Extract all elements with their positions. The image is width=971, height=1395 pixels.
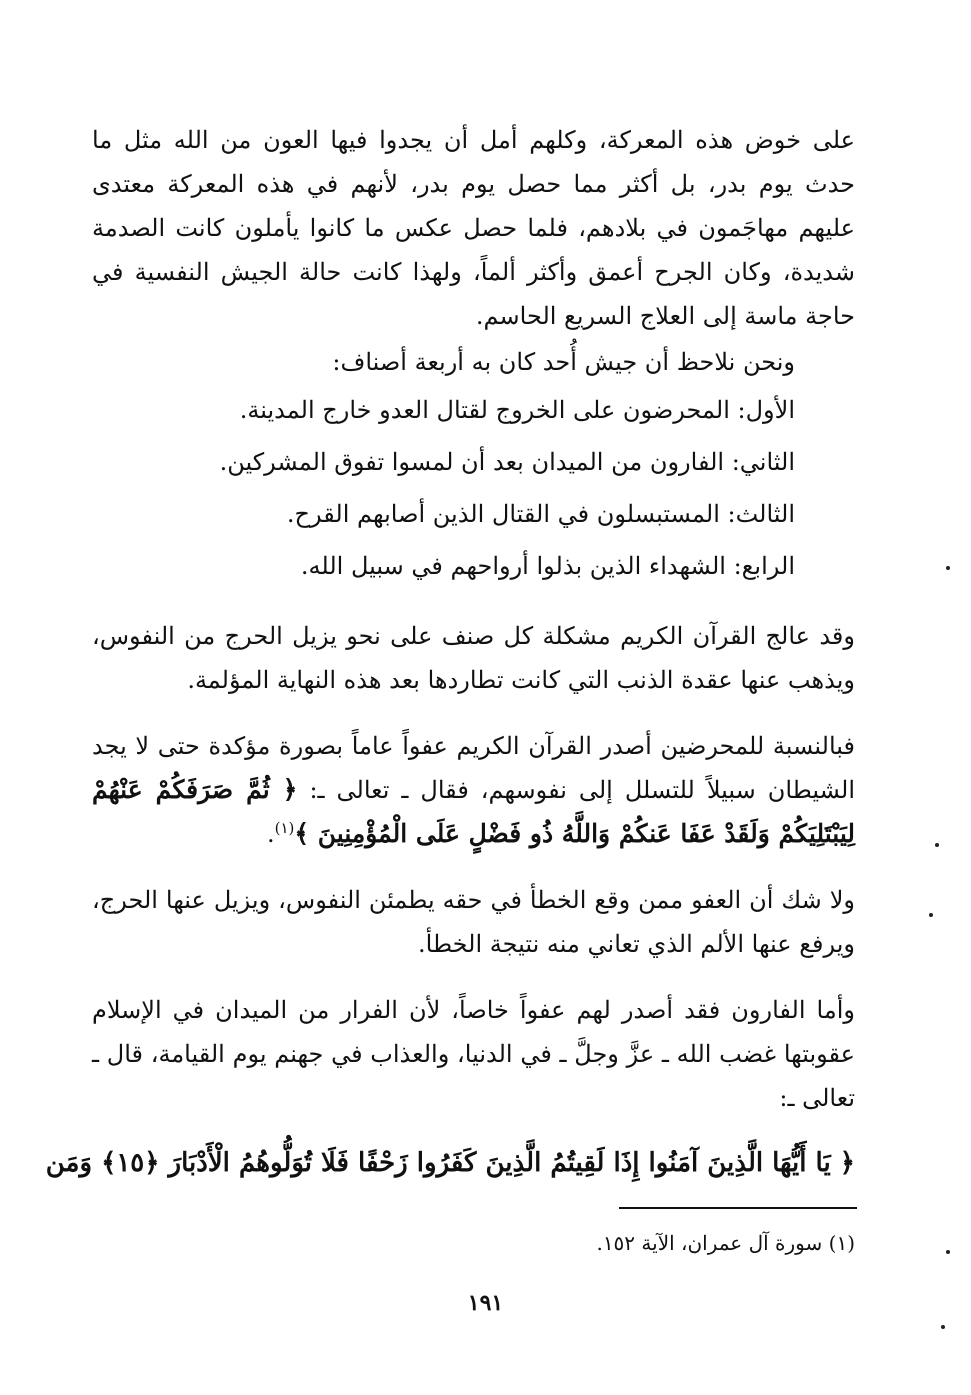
list-item-label: الأول:	[737, 396, 795, 424]
main-text	[45, 118, 856, 1188]
list-item	[92, 436, 795, 488]
footnote-reference: (١)	[274, 819, 295, 837]
list-item-text: الشهداء الذين بذلوا أرواحهم في سبيل الله.	[300, 552, 734, 580]
margin-dot	[929, 913, 933, 917]
paragraph-fleeing: وأما الفارون فقد أصدر لهم عفواً خاصاً، لأن الفرار من الميدان في الإسلام عقوبتها غضب الله ـ عزَّ وجلَّ ـ في الدنيا، والعذاب في جهنم يوم القيامة، قال ـ تعالى ـ:	[92, 996, 855, 1112]
sentence-end: .	[266, 820, 275, 848]
list-item-text: المستبسلون في القتال الذين أصابهم القرح.	[286, 500, 728, 528]
paragraph-forgiveness: ولا شك أن العفو ممن وقع الخطأ في حقه يطمئن النفوس، ويزيل عنها الحرج، ويرفع عنها الألم الذي تعاني منه نتيجة الخطأ.	[92, 886, 856, 958]
list-item	[92, 540, 795, 592]
footnote: (١) سورة آل عمران، الآية ١٥٢.	[596, 1231, 855, 1255]
quran-verse-retreat: ﴿ يَا أَيُّهَا الَّذِينَ آمَنُوا إِذَا لَقِيتُمُ الَّذِينَ كَفَرُوا زَحْفًا فَلَا تُوَلُّوهُمُ الْأَدْبَارَ ﴿١٥﴾ وَمَن	[45, 1148, 855, 1178]
paragraph-context: على خوض هذه المعركة، وكلهم أمل أن يجدوا فيها العون من الله مثل ما حدث يوم بدر، بل أكثر مما حصل يوم بدر، لأنهم في هذه المعركة معتدى عليهم مهاجَمون في بلادهم، فلما حصل عكس ما كانوا يأملون كانت الصدمة شديدة، وكان الجرح أعمق وأكثر ألماً، ولهذا كانت حالة الجيش النفسية في حاجة ماسة إلى العلاج السريع الحاسم.	[92, 126, 855, 330]
list-item-label: الرابع:	[733, 552, 795, 580]
list-item	[92, 488, 795, 540]
quran-verse-pardon: ﴿ ثُمَّ صَرَفَكُمْ عَنْهُمْ لِيَبْتَلِيَكُمْ وَلَقَدْ عَفَا عَنكُمْ وَاللَّهُ ذُو فَضْلٍ عَلَى الْمُؤْمِنِينَ ﴾	[92, 775, 855, 848]
margin-dot	[941, 1325, 945, 1329]
paragraph-categories-intro: ونحن نلاحظ أن جيش أُحد كان به أربعة أصناف:	[332, 348, 795, 376]
list-item-label: الثالث:	[727, 500, 795, 528]
list-item	[92, 384, 795, 436]
paragraph-instigators	[92, 724, 855, 856]
categories-list	[92, 384, 855, 592]
list-item-text: المحرضون على الخروج لقتال العدو خارج المدينة.	[239, 396, 738, 424]
paragraph-quran-treatment: وقد عالج القرآن الكريم مشكلة كل صنف على نحو يزيل الحرج من النفوس، ويذهب عنها عقدة الذنب التي كانت تطاردها بعد هذه النهاية المؤلمة.	[92, 622, 855, 694]
list-item-text: الفارون من الميدان بعد أن لمسوا تفوق المشركين.	[219, 448, 732, 476]
margin-dot	[935, 843, 939, 847]
margin-dot	[946, 566, 950, 570]
instigators-text: فبالنسبة للمحرضين أصدر القرآن الكريم عفواً عاماً بصورة مؤكدة حتى لا يجد الشيطان سبيلاً للتسلل إلى نفوسهم، فقال ـ تعالى ـ:	[92, 732, 855, 804]
footnote-separator	[619, 1207, 857, 1209]
page-number: ١٩١	[467, 1290, 504, 1316]
list-item-label: الثاني:	[731, 448, 795, 476]
margin-dot	[946, 1250, 950, 1254]
